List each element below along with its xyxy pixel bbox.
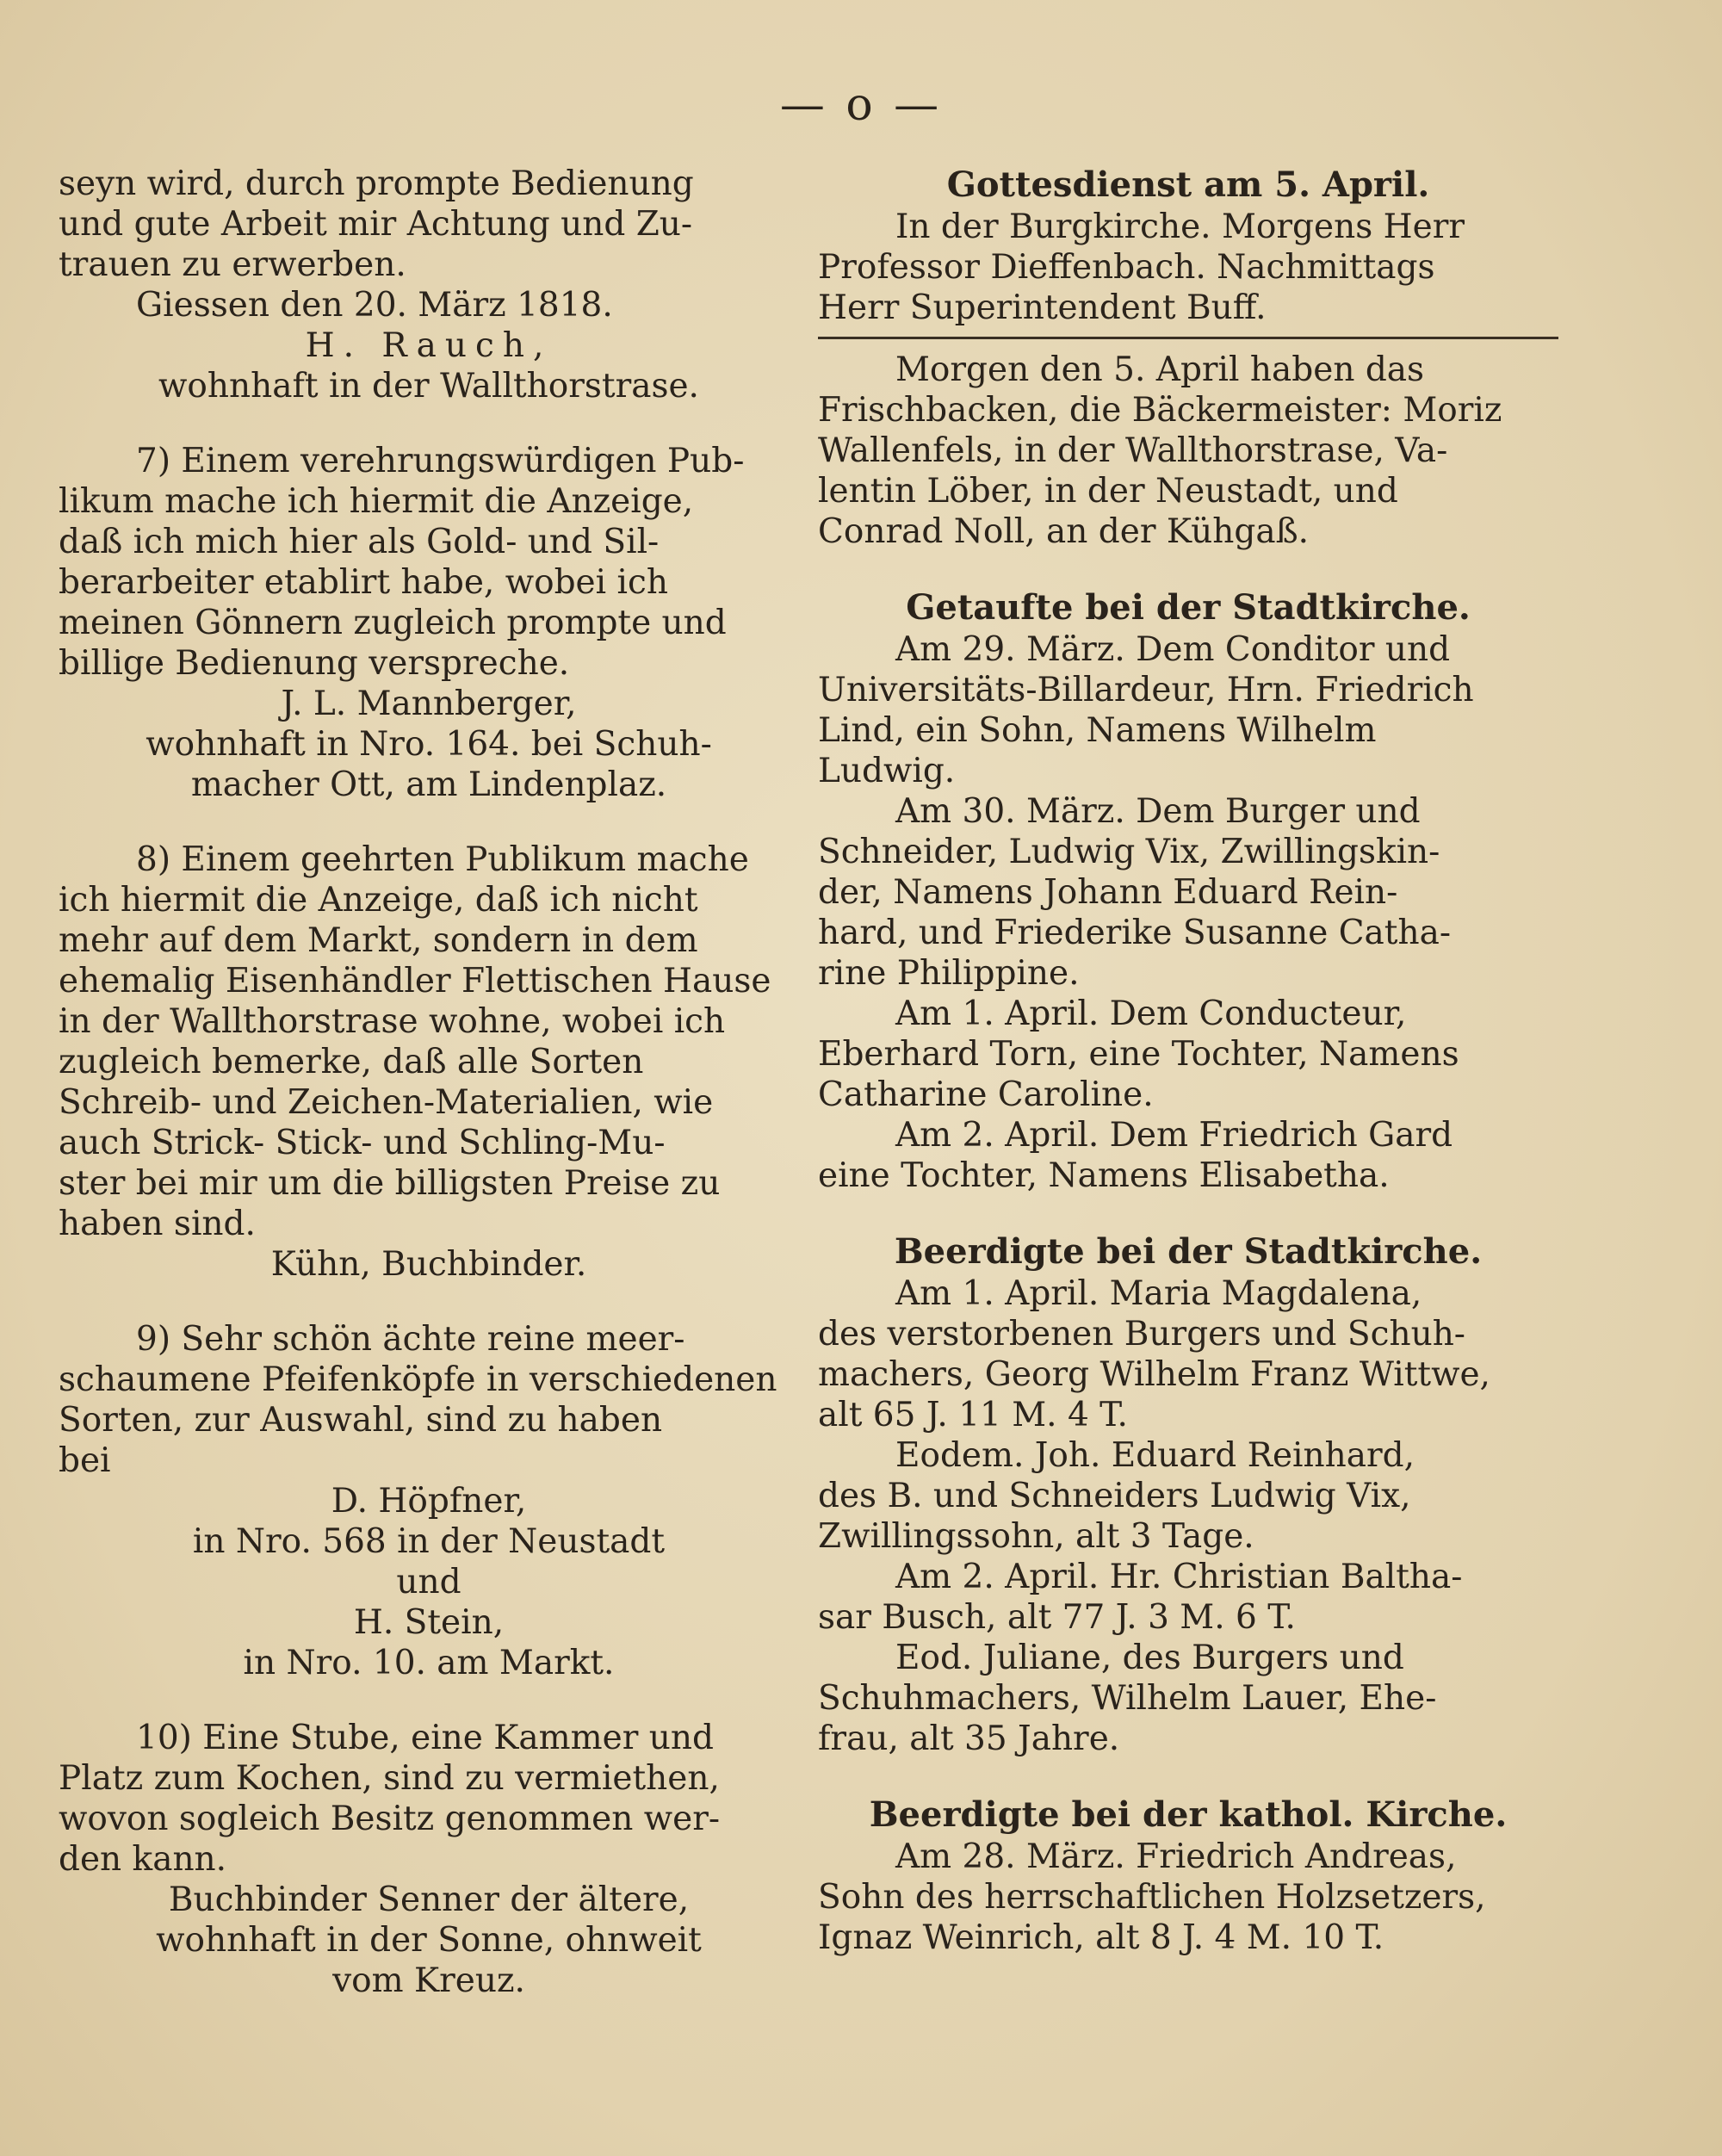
text-line: Am 1. April. Dem Conducteur, bbox=[895, 994, 1407, 1033]
text-line: 7) Einem verehrungswürdigen Pub- bbox=[136, 442, 745, 480]
text-line: Schreib- und Zeichen-Materialien, wie bbox=[59, 1083, 714, 1122]
text-line: rine Philippine. bbox=[818, 954, 1080, 993]
text-line: lentin Löber, in der Neustadt, und bbox=[818, 472, 1398, 511]
section-heading: Beerdigte bei der kathol. Kirche. bbox=[869, 1794, 1508, 1835]
section-heading: Gottesdienst am 5. April. bbox=[946, 164, 1430, 205]
signature: D. Höpfner, bbox=[331, 1482, 527, 1521]
section-getaufte bbox=[818, 586, 1558, 1196]
text-line: 10) Eine Stube, eine Kammer und bbox=[136, 1719, 714, 1757]
section-gottesdienst bbox=[818, 164, 1558, 328]
text-line: Am 28. März. Friedrich Andreas, bbox=[895, 1837, 1457, 1876]
text-line: 8) Einem geehrten Publikum mache bbox=[136, 840, 749, 879]
text-line: Ignaz Weinrich, alt 8 J. 4 M. 10 T. bbox=[818, 1918, 1384, 1957]
text-line: ster bei mir um die billigsten Preise zu bbox=[59, 1164, 721, 1203]
text-line: haben sind. bbox=[59, 1205, 256, 1243]
text-line: alt 65 J. 11 M. 4 T. bbox=[818, 1396, 1128, 1434]
signature: Buchbinder Senner der ältere, bbox=[168, 1880, 690, 1919]
text-line: Schuhmachers, Wilhelm Lauer, Ehe- bbox=[818, 1679, 1437, 1718]
text-line: likum mache ich hiermit die Anzeige, bbox=[59, 482, 694, 521]
text-line: Morgen den 5. April haben das bbox=[895, 350, 1425, 389]
text-line: eine Tochter, Namens Elisabetha. bbox=[818, 1156, 1390, 1195]
text-line: den kann. bbox=[59, 1840, 227, 1879]
text-line: Lind, ein Sohn, Namens Wilhelm bbox=[818, 711, 1377, 750]
text-line: hard, und Friederike Susanne Catha- bbox=[818, 914, 1452, 952]
text-line: daß ich mich hier als Gold- und Sil- bbox=[59, 523, 660, 561]
text-line: Herr Superintendent Buff. bbox=[818, 288, 1267, 327]
signature-address: in Nro. 568 in der Neustadt bbox=[192, 1522, 666, 1561]
signature-address: macher Ott, am Lindenplaz. bbox=[190, 765, 667, 804]
signature-address: vom Kreuz. bbox=[332, 1961, 525, 2000]
signature-address: wohnhaft in Nro. 164. bei Schuh- bbox=[146, 725, 712, 764]
right-column bbox=[818, 164, 1558, 1958]
section-frischbacken bbox=[818, 350, 1558, 552]
divider bbox=[818, 337, 1558, 339]
text-line: Am 2. April. Dem Friedrich Gard bbox=[895, 1116, 1453, 1155]
text-line: in der Wallthorstrase wohne, wobei ich bbox=[59, 1002, 726, 1041]
text-line: Am 1. April. Maria Magdalena, bbox=[895, 1274, 1422, 1313]
text-line: ehemalig Eisenhändler Flettischen Hause bbox=[59, 962, 771, 1001]
text-line: ich hiermit die Anzeige, daß ich nicht bbox=[59, 881, 698, 920]
dateline: Giessen den 20. März 1818. bbox=[136, 286, 613, 325]
text-line: sar Busch, alt 77 J. 3 M. 6 T. bbox=[818, 1598, 1296, 1637]
section-heading: Beerdigte bei der Stadtkirche. bbox=[894, 1231, 1483, 1272]
text-line: In der Burgkirche. Morgens Herr bbox=[895, 208, 1465, 246]
section-beerdigte-stadtkirche bbox=[818, 1230, 1558, 1759]
signature: H. Stein, bbox=[353, 1603, 505, 1642]
notice-7 bbox=[59, 441, 799, 805]
text-line: zugleich bemerke, daß alle Sorten bbox=[59, 1043, 644, 1081]
text-line: Am 29. März. Dem Conditor und bbox=[895, 630, 1451, 669]
text-line: auch Strick- Stick- und Schling-Mu- bbox=[59, 1124, 666, 1162]
page-number: — o — bbox=[779, 79, 943, 131]
text-line: Ludwig. bbox=[818, 752, 956, 790]
text-line: Universitäts-Billardeur, Hrn. Friedrich bbox=[818, 671, 1474, 709]
text-line: des verstorbenen Burgers und Schuh- bbox=[818, 1315, 1465, 1354]
text-line: Frischbacken, die Bäckermeister: Moriz bbox=[818, 391, 1502, 430]
text-line: Platz zum Kochen, sind zu vermiethen, bbox=[59, 1759, 720, 1798]
text-line: Catharine Caroline. bbox=[818, 1075, 1154, 1114]
text-line: seyn wird, durch prompte Bedienung bbox=[59, 164, 694, 203]
signature: H. Rauch, bbox=[305, 326, 553, 365]
text-line: Eod. Juliane, des Burgers und bbox=[895, 1639, 1404, 1677]
text-line: wovon sogleich Besitz genommen wer- bbox=[59, 1800, 721, 1838]
signature-address: wohnhaft in der Sonne, ohnweit bbox=[156, 1921, 702, 1960]
text-line: der, Namens Johann Eduard Rein- bbox=[818, 873, 1398, 912]
text-line: 9) Sehr schön ächte reine meer- bbox=[136, 1320, 685, 1359]
notice-10 bbox=[59, 1718, 799, 2001]
text-line: billige Bedienung verspreche. bbox=[59, 644, 570, 683]
text-line: machers, Georg Wilhelm Franz Wittwe, bbox=[818, 1355, 1490, 1394]
text-line: mehr auf dem Markt, sondern in dem bbox=[59, 921, 698, 960]
signature: Kühn, Buchbinder. bbox=[270, 1245, 587, 1284]
text-line: bei bbox=[59, 1441, 111, 1480]
text-line: Eodem. Joh. Eduard Reinhard, bbox=[895, 1436, 1415, 1475]
text-line: des B. und Schneiders Ludwig Vix, bbox=[818, 1477, 1411, 1515]
signature-address: wohnhaft in der Wallthorstrase. bbox=[158, 367, 699, 406]
text-line: und gute Arbeit mir Achtung und Zu- bbox=[59, 205, 693, 244]
text-line: Sohn des herrschaftlichen Holzsetzers, bbox=[818, 1878, 1486, 1917]
text-line: Wallenfels, in der Wallthorstrase, Va- bbox=[818, 431, 1448, 470]
text-line: Eberhard Torn, eine Tochter, Namens bbox=[818, 1035, 1459, 1074]
left-column bbox=[59, 164, 799, 2001]
notice-8 bbox=[59, 839, 799, 1285]
text-line: Professor Dieffenbach. Nachmittags bbox=[818, 248, 1435, 287]
text-line: Am 30. März. Dem Burger und bbox=[895, 792, 1421, 831]
text-line: Zwillingssohn, alt 3 Tage. bbox=[818, 1517, 1254, 1556]
notice-9 bbox=[59, 1319, 799, 1683]
text-line: Sorten, zur Auswahl, sind zu haben bbox=[59, 1401, 663, 1440]
text-line: meinen Gönnern zugleich prompte und bbox=[59, 604, 727, 642]
text-line: Am 2. April. Hr. Christian Baltha- bbox=[895, 1558, 1463, 1596]
text-line: frau, alt 35 Jahre. bbox=[818, 1719, 1120, 1758]
text-line: und bbox=[396, 1563, 461, 1602]
text-line: Conrad Noll, an der Kühgaß. bbox=[818, 512, 1310, 551]
text-line: schaumene Pfeifenköpfe in verschiedenen bbox=[59, 1360, 777, 1399]
notice-6-end bbox=[59, 164, 799, 406]
signature-address: in Nro. 10. am Markt. bbox=[243, 1644, 615, 1682]
signature: J. L. Mannberger, bbox=[281, 685, 577, 723]
text-line: trauen zu erwerben. bbox=[59, 245, 406, 284]
text-line: berarbeiter etablirt habe, wobei ich bbox=[59, 563, 668, 602]
section-heading: Getaufte bei der Stadtkirche. bbox=[906, 587, 1471, 628]
text-line: Schneider, Ludwig Vix, Zwillingskin- bbox=[818, 833, 1440, 871]
section-beerdigte-kathol bbox=[818, 1794, 1558, 1958]
